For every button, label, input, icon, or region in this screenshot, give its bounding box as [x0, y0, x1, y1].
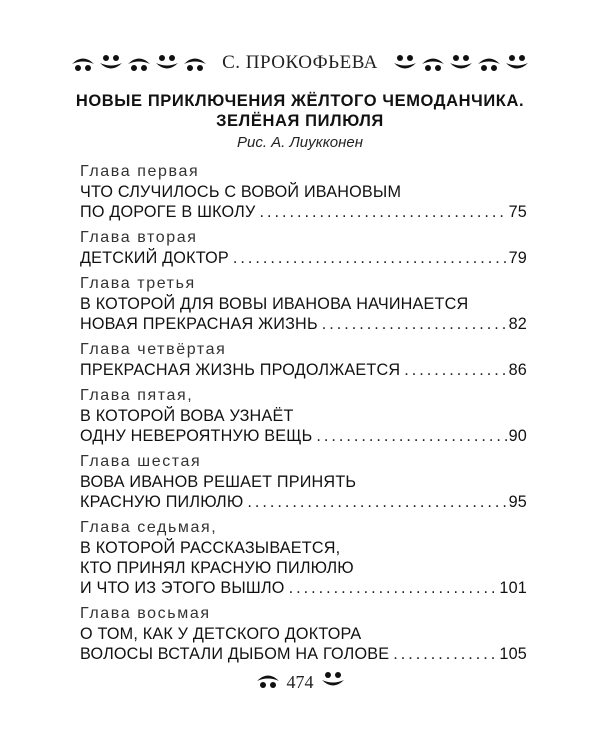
smile-ornament-icon [448, 54, 474, 72]
smile-ornament-icon [320, 671, 346, 689]
page-number: 474 [286, 672, 314, 692]
story-title-line-1: НОВЫЕ ПРИКЛЮЧЕНИЯ ЖЁЛТОГО ЧЕМОДАНЧИКА. [75, 92, 525, 110]
dot-leader [322, 314, 507, 334]
author-name: С. ПРОКОФЬЕВА [222, 52, 378, 73]
chapter-entry [80, 644, 527, 664]
cap-ornament-icon [476, 54, 502, 72]
chapter-label: Глава вторая [80, 229, 198, 246]
toc-chapter [80, 386, 527, 446]
cap-ornament-icon [420, 54, 446, 72]
story-title-line-2: ЗЕЛЁНАЯ ПИЛЮЛЯ [216, 112, 384, 130]
chapter-label: Глава пятая, [80, 387, 194, 404]
chapter-title-last-line: ДЕТСКИЙ ДОКТОР [80, 249, 229, 267]
chapter-title-last-line: ОДНУ НЕВЕРОЯТНУЮ ВЕЩЬ [80, 427, 313, 445]
dot-leader [404, 360, 506, 380]
chapter-page-number: 82 [508, 315, 527, 333]
smile-ornament-icon [98, 54, 124, 72]
dot-leader [393, 644, 497, 664]
chapter-title-last-line: КРАСНУЮ ПИЛЮЛЮ [80, 493, 244, 511]
toc-chapter [80, 518, 527, 598]
chapter-entry [80, 426, 527, 446]
page-footer [0, 671, 600, 694]
cap-ornament-icon [255, 671, 281, 689]
dot-leader [316, 426, 506, 446]
chapter-page-number: 105 [499, 645, 527, 663]
chapter-title-last-line: ВОЛОСЫ ВСТАЛИ ДЫБОМ НА ГОЛОВЕ [80, 645, 390, 663]
chapter-label: Глава седьмая, [80, 519, 218, 536]
toc-chapter [80, 452, 527, 512]
toc-chapter [80, 228, 527, 268]
smile-ornament-icon [504, 54, 530, 72]
right-ornament [392, 54, 530, 72]
chapter-title-last-line: ПРЕКРАСНАЯ ЖИЗНЬ ПРОДОЛЖАЕТСЯ [80, 361, 401, 379]
chapter-title-line: О ТОМ, КАК У ДЕТСКОГО ДОКТОРА [80, 625, 362, 643]
dot-leader [247, 492, 506, 512]
toc-chapter [80, 340, 527, 380]
chapter-entry [80, 248, 527, 268]
dot-leader [289, 578, 498, 598]
running-header [0, 52, 600, 74]
chapter-title-last-line: НОВАЯ ПРЕКРАСНАЯ ЖИЗНЬ [80, 315, 318, 333]
cap-ornament-icon [182, 54, 208, 72]
smile-ornament-icon [154, 54, 180, 72]
cap-ornament-icon [126, 54, 152, 72]
chapter-page-number: 75 [508, 203, 527, 221]
footer-right-ornament [320, 671, 346, 694]
chapter-entry [80, 202, 527, 222]
table-of-contents [80, 162, 527, 670]
chapter-title-line: КТО ПРИНЯЛ КРАСНУЮ ПИЛЮЛЮ [80, 559, 354, 577]
chapter-title-last-line: И ЧТО ИЗ ЭТОГО ВЫШЛО [80, 579, 285, 597]
chapter-page-number: 90 [508, 427, 527, 445]
chapter-label: Глава шестая [80, 453, 202, 470]
toc-chapter [80, 604, 527, 664]
chapter-page-number: 95 [508, 493, 527, 511]
dot-leader [259, 202, 506, 222]
chapter-title-line: В КОТОРОЙ РАССКАЗЫВАЕТСЯ, [80, 539, 341, 557]
dot-leader [233, 248, 507, 268]
cap-ornament-icon [70, 54, 96, 72]
chapter-title-line: ВОВА ИВАНОВ РЕШАЕТ ПРИНЯТЬ [80, 473, 357, 491]
illustrator-credit: Рис. А. Лиукконен [236, 134, 363, 151]
chapter-entry [80, 314, 527, 334]
chapter-title-line: В КОТОРОЙ ДЛЯ ВОВЫ ИВАНОВА НАЧИНАЕТСЯ [80, 295, 469, 313]
chapter-label: Глава третья [80, 275, 196, 292]
chapter-title-line: В КОТОРОЙ ВОВА УЗНАЁТ [80, 407, 294, 425]
chapter-page-number: 86 [508, 361, 527, 379]
toc-chapter [80, 274, 527, 334]
chapter-entry [80, 492, 527, 512]
left-ornament [70, 54, 208, 72]
chapter-page-number: 79 [508, 249, 527, 267]
chapter-label: Глава первая [80, 163, 200, 180]
chapter-label: Глава восьмая [80, 605, 211, 622]
chapter-title-last-line: ПО ДОРОГЕ В ШКОЛУ [80, 203, 256, 221]
chapter-label: Глава четвёртая [80, 341, 227, 358]
chapter-entry [80, 360, 527, 380]
smile-ornament-icon [392, 54, 418, 72]
chapter-page-number: 101 [499, 579, 527, 597]
chapter-entry [80, 578, 527, 598]
footer-left-ornament [255, 671, 281, 694]
chapter-title-line: ЧТО СЛУЧИЛОСЬ С ВОВОЙ ИВАНОВЫМ [80, 183, 402, 201]
toc-chapter [80, 162, 527, 222]
